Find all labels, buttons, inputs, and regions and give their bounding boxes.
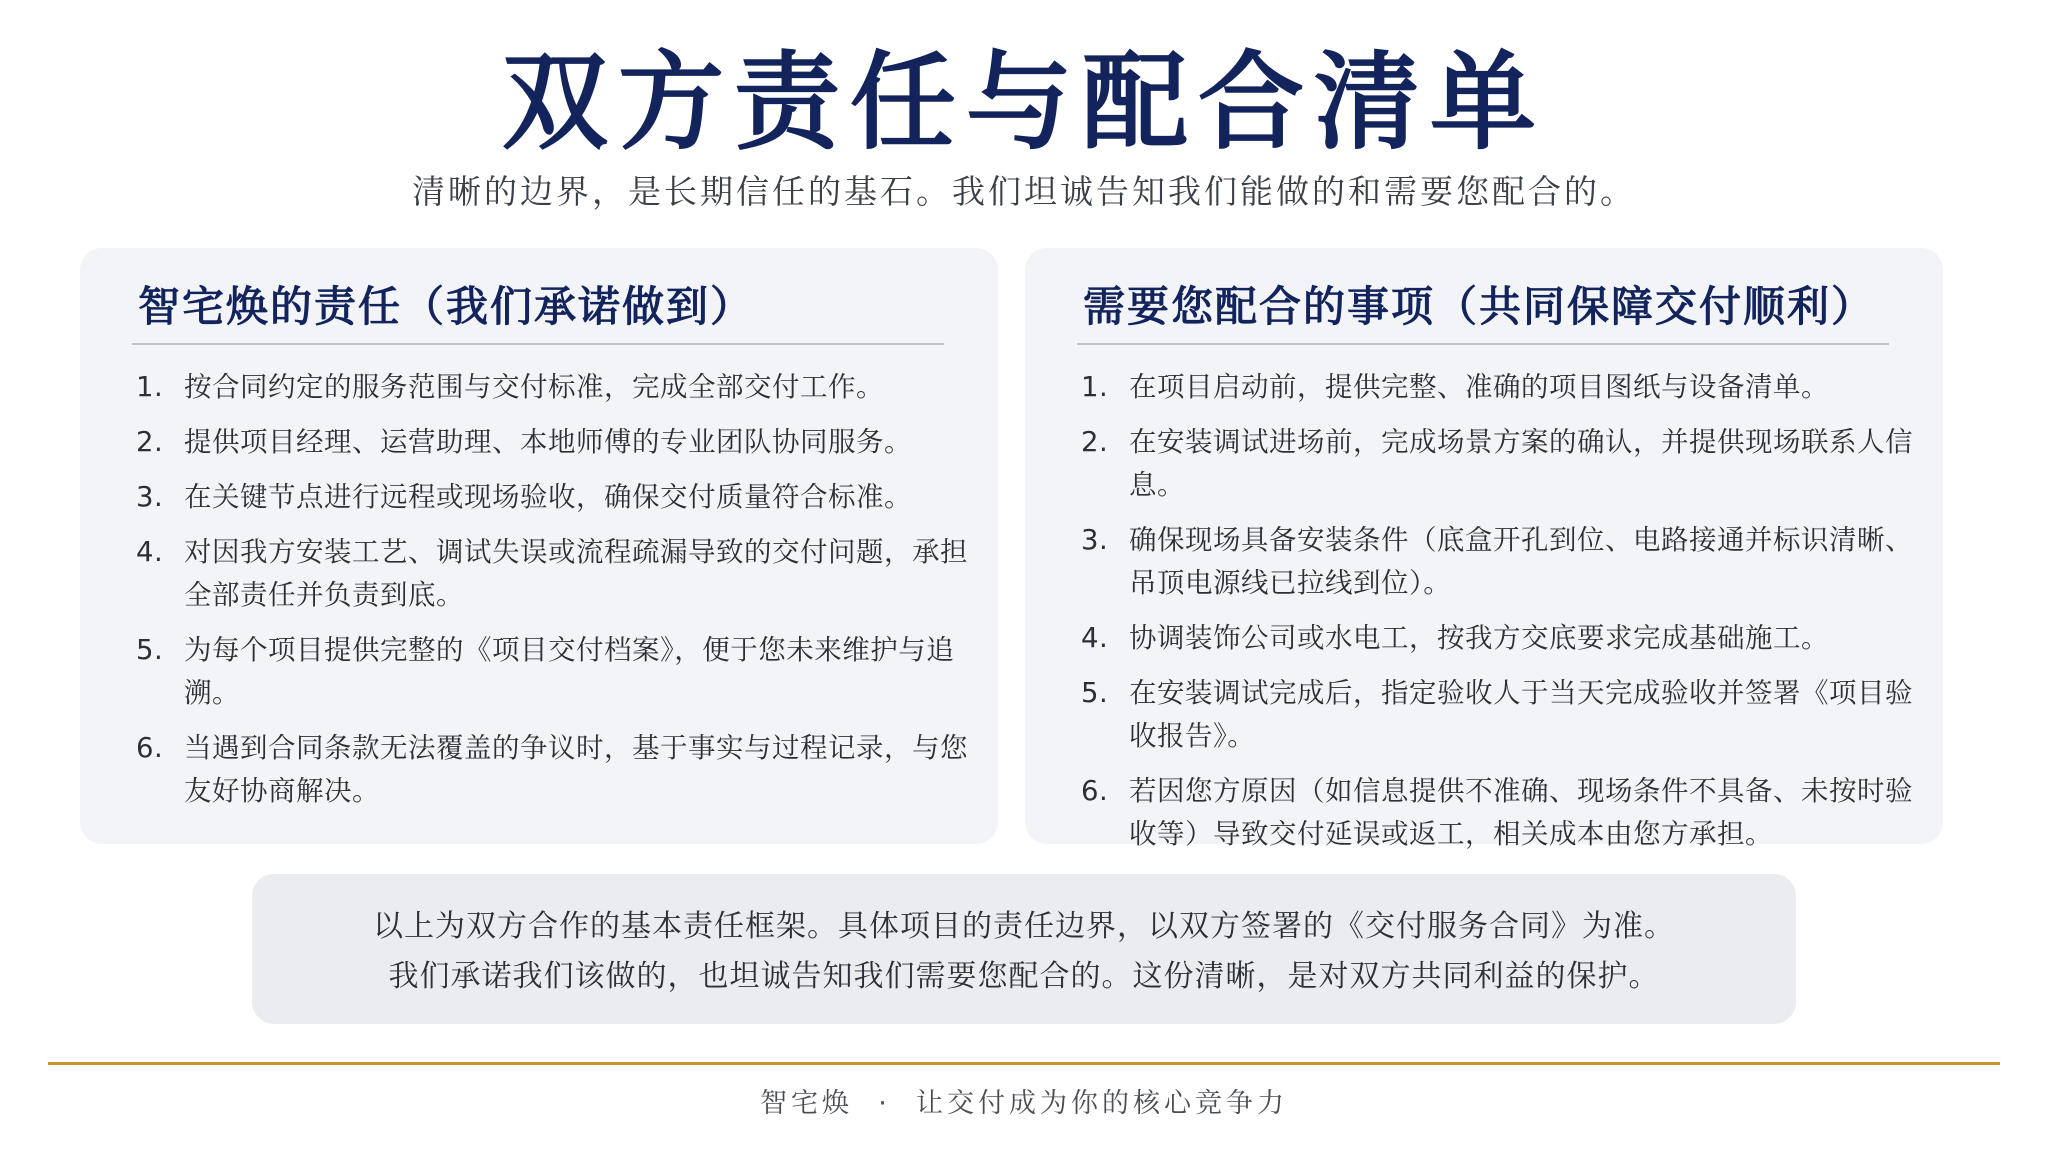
list-item: [1081, 770, 1931, 856]
item-text: 若因您方原因（如信息提供不准确、现场条件不具备、未按时验收等）导致交付延误或返工，相关成本由您方承担。: [1129, 775, 1913, 850]
item-number: 3.: [136, 481, 164, 513]
item-text: 按合同约定的服务范围与交付标准，完成全部交付工作。: [184, 371, 884, 403]
footer-divider: [48, 1062, 2000, 1065]
item-text: 对因我方安装工艺、调试失误或流程疏漏导致的交付问题，承担全部责任并负责到底。: [184, 536, 968, 611]
item-number: 1.: [1081, 371, 1109, 403]
item-text: 在项目启动前，提供完整、准确的项目图纸与设备清单。: [1129, 371, 1829, 403]
item-number: 2.: [1081, 426, 1109, 458]
client-cooperation-heading: 需要您配合的事项（共同保障交付顺利）: [1083, 282, 1876, 331]
item-number: 2.: [136, 426, 164, 458]
item-number: 4.: [136, 536, 164, 568]
item-text: 为每个项目提供完整的《项目交付档案》，便于您未来维护与追溯。: [184, 634, 955, 709]
list-item: [136, 629, 986, 715]
our-responsibilities-heading: 智宅焕的责任（我们承诺做到）: [138, 282, 755, 331]
item-text: 当遇到合同条款无法覆盖的争议时，基于事实与过程记录，与您友好协商解决。: [184, 732, 968, 807]
list-item: [1081, 421, 1931, 507]
item-number: 3.: [1081, 524, 1109, 556]
item-number: 6.: [1081, 775, 1109, 807]
page-subtitle: 清晰的边界，是长期信任的基石。我们坦诚告知我们能做的和需要您配合的。: [412, 172, 1636, 211]
item-number: 6.: [136, 732, 164, 764]
list-item: [1081, 672, 1931, 758]
list-item: [1081, 366, 1931, 409]
item-text: 协调装饰公司或水电工，按我方交底要求完成基础施工。: [1129, 622, 1829, 654]
page-title: 双方责任与配合清单: [502, 41, 1546, 164]
summary-line-2: 我们承诺我们该做的，也坦诚告知我们需要您配合的。这份清晰，是对双方共同利益的保护。: [388, 959, 1660, 994]
list-item: [136, 421, 986, 464]
item-text: 在关键节点进行远程或现场验收，确保交付质量符合标准。: [184, 481, 912, 513]
our-responsibilities-card: [80, 248, 998, 844]
client-cooperation-card: [1025, 248, 1943, 850]
item-number: 1.: [136, 371, 164, 403]
list-item: [1081, 617, 1931, 660]
item-number: 4.: [1081, 622, 1109, 654]
item-number: 5.: [1081, 677, 1109, 709]
list-item: [136, 727, 986, 813]
item-number: 5.: [136, 634, 164, 666]
footer-tagline: 智宅焕 · 让交付成为你的核心竞争力: [760, 1088, 1288, 1119]
our-responsibilities-list: [136, 366, 986, 825]
card-divider: [1077, 343, 1889, 345]
list-item: [136, 531, 986, 617]
summary-line-1: 以上为双方合作的基本责任框架。具体项目的责任边界，以双方签署的《交付服务合同》为准。: [373, 909, 1675, 944]
item-text: 确保现场具备安装条件（底盒开孔到位、电路接通并标识清晰、吊顶电源线已拉线到位）。: [1129, 524, 1913, 599]
item-text: 提供项目经理、运营助理、本地师傅的专业团队协同服务。: [184, 426, 912, 458]
list-item: [136, 366, 986, 409]
client-cooperation-list: [1081, 366, 1931, 868]
item-text: 在安装调试进场前，完成场景方案的确认，并提供现场联系人信息。: [1129, 426, 1913, 501]
card-divider: [132, 343, 944, 345]
list-item: [1081, 519, 1931, 605]
summary-note: [252, 874, 1796, 1024]
list-item: [136, 476, 986, 519]
item-text: 在安装调试完成后，指定验收人于当天完成验收并签署《项目验收报告》。: [1129, 677, 1913, 752]
